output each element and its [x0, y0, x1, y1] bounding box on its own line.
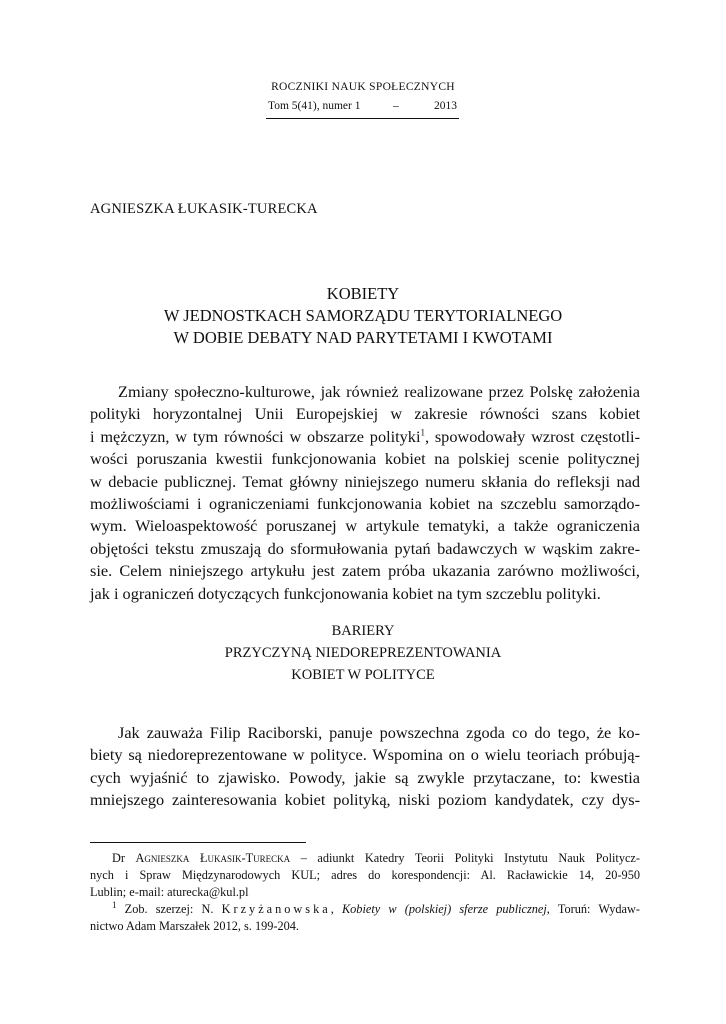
- paragraph-line: mniejszego zainteresowania kobiet polityką, niski poziom kandydatek, czy dys-: [90, 790, 640, 810]
- paragraph-line: Jak zauważa Filip Raciborski, panuje powszechna zgoda co do tego, że ko-: [118, 723, 640, 742]
- volume-dash: –: [393, 100, 399, 112]
- footnote-number: 1: [112, 899, 117, 910]
- section-heading-line-1: BARIERY: [331, 623, 395, 639]
- footnote-1-line: nictwo Adam Marszałek 2012, s. 199-204.: [90, 919, 300, 933]
- title-line-2: W JEDNOSTKACH SAMORZĄDU TERYTORIALNEGO: [163, 306, 563, 325]
- header-rule: [266, 118, 459, 119]
- paragraph-line: jak i ograniczeń dotyczących funkcjonowania kobiet na tym szczeblu polityki.: [90, 583, 601, 603]
- footnote-1-author: Krzyżanowska: [221, 902, 331, 916]
- paragraph-line: [90, 426, 640, 448]
- author-footnote-line: nych i Spraw Międzynarodowych KUL; adres do korespondencji: Al. Racławickie 14, 20-950: [90, 868, 640, 882]
- author-note-text: – adiunkt Katedry Teorii Polityki Instytutu Nauk Politycz-: [290, 851, 640, 865]
- author-note-prefix: Dr: [112, 851, 136, 865]
- section-heading-line-2: PRZYCZYNĄ NIEDOREPREZENTOWANIA: [224, 645, 502, 661]
- title-line-3: W DOBIE DEBATY NAD PARYTETAMI I KWOTAMI: [173, 328, 553, 347]
- author-note-name: Agnieszka Łukasik-Turecka: [135, 851, 291, 865]
- footnote-1-rest: , Toruń: Wydaw-: [546, 902, 640, 916]
- paragraph-line-part: , spowodowały wzrost częstotli-: [424, 426, 640, 446]
- paragraph-line: wym. Wieloaspektowość poruszanej w artykule tematyki, a także ograniczenia: [90, 516, 640, 536]
- paragraph-section: [90, 722, 640, 812]
- footnote-1-title: Kobiety w (polskiej) sferze publicznej: [341, 902, 547, 916]
- volume-year: 2013: [434, 100, 457, 112]
- volume-number: Tom 5(41), numer 1: [268, 100, 361, 112]
- paragraph-line: biety są niedoreprezentowane w polityce. Wspomina on o wielu teoriach próbują-: [90, 745, 640, 765]
- paragraph-line: cych wyjaśnić to zjawisko. Powody, jakie są zwykle przytaczane, to: kwestia: [90, 767, 640, 787]
- author-footnote-line: Lublin; e-mail: aturecka@kul.pl: [90, 885, 249, 899]
- paragraph-intro: [90, 381, 640, 605]
- paragraph-line-part: i mężczyzn, w tym równości w obszarze polityki: [90, 426, 421, 446]
- footnote-1-line: [90, 901, 640, 918]
- paragraph-line: w debacie publicznej. Temat główny niniejszego numeru skłania do refleksji nad: [90, 471, 640, 491]
- paragraph-line: polityki horyzontalnej Unii Europejskiej w zakresie równości szans kobiet: [90, 404, 640, 424]
- article-author: AGNIESZKA ŁUKASIK-TURECKA: [90, 201, 318, 217]
- paragraph-line: Zmiany społeczno-kulturowe, jak również realizowane przez Polskę założenia: [118, 382, 640, 401]
- section-heading: [0, 620, 726, 686]
- footnotes: [90, 850, 640, 935]
- footnote-1-sep: ,: [330, 902, 342, 916]
- journal-title: ROCZNIKI NAUK SPOŁECZNYCH: [271, 81, 455, 93]
- paragraph-line: możliwościami i ograniczeniami funkcjonowania kobiet na szczeblu samorządo-: [90, 493, 640, 513]
- paragraph-line: sie. Celem niniejszego artykułu jest zatem próba ukazania zarówno możliwości,: [90, 561, 640, 581]
- title-line-1: KOBIETY: [326, 284, 400, 303]
- footnote-ref-1[interactable]: 1: [420, 427, 425, 438]
- paragraph-line: wości poruszania kwestii funkcjonowania kobiet na polskiej scenie politycznej: [90, 449, 640, 469]
- footnote-1-prefix: Zob. szerzej: N.: [116, 902, 222, 916]
- section-heading-line-3: KOBIET W POLITYCE: [291, 667, 435, 683]
- article-title: [0, 283, 726, 349]
- paragraph-line: objętości tekstu zmuszają do sformułowania pytań badawczych w wąskim zakre-: [90, 538, 640, 558]
- author-footnote-line: [90, 850, 640, 867]
- footnote-separator: [90, 842, 306, 843]
